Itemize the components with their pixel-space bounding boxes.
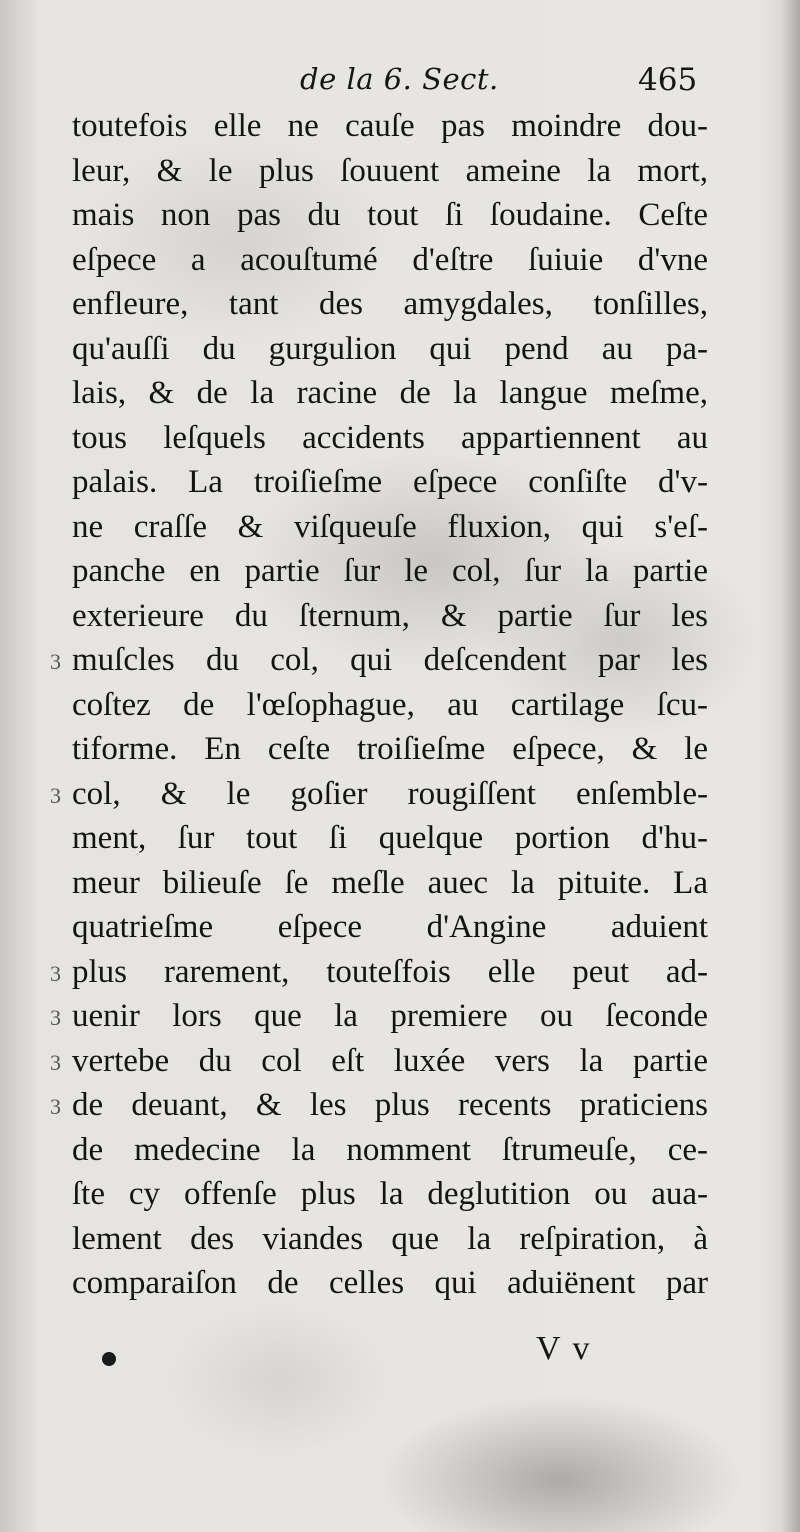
text-line: toutefois elle ne cauſe pas moindre dou- — [72, 108, 708, 144]
margin-mark — [50, 685, 72, 730]
text-line: meur bilieuſe ſe meſle auec la pituite. La — [72, 864, 708, 901]
margin-mark — [50, 907, 72, 952]
text-line: tous leſquels accidents appartiennent au — [72, 419, 708, 456]
page-edge-shadow — [782, 0, 800, 1532]
text-line: enfleure, tant des amygdales, tonſilles, — [72, 286, 708, 322]
margin-mark: 3 — [50, 960, 61, 986]
margin-mark: 3 — [50, 1094, 61, 1119]
text-line: ſte cy offenſe plus la deglutition ou aua- — [72, 1176, 708, 1212]
text-line: coſtez de l'œſophague, au cartilage ſcu- — [72, 686, 708, 723]
text-line: uenir lors que la premiere ou ſeconde — [72, 998, 708, 1034]
text-line: comparaiſon de celles qui aduiënent par — [72, 1265, 708, 1301]
text-line: ment, ſur tout ſi quelque portion d'hu- — [72, 820, 708, 856]
text-line: de deuant, & les plus recents praticiens — [72, 1087, 708, 1123]
margin-mark — [50, 729, 72, 774]
margin-mark — [50, 818, 72, 863]
margin-mark: 3 — [50, 649, 61, 674]
text-line: lais, & de la racine de la langue meſme, — [72, 375, 708, 411]
text-line: de medecine la nomment ſtrumeuſe, ce- — [72, 1131, 708, 1168]
margin-mark: 3 — [50, 1005, 61, 1030]
text-line: qu'auſſi du gurgulion qui pend au pa- — [72, 330, 708, 367]
text-line: muſcles du col, qui deſcendent par les — [72, 642, 708, 678]
bleed-through-margin-marks — [50, 640, 72, 1130]
margin-mark: 3 — [50, 1049, 61, 1075]
text-line: exterieure du ſternum, & partie ſur les — [72, 597, 708, 634]
text-line: vertebe du col eſt luxée vers la partie — [72, 1042, 708, 1079]
text-line: panche en partie ſur le col, ſur la partie — [72, 553, 708, 589]
text-line: mais non pas du tout ſi ſoudaine. Ceſte — [72, 197, 708, 233]
ink-dot — [102, 1352, 116, 1366]
text-line: leur, & le plus ſouuent ameine la mort, — [72, 152, 708, 189]
text-line: quatrieſme eſpece d'Angine aduient — [72, 909, 708, 945]
text-line: ne craſſe & viſqueuſe fluxion, qui s'eſ- — [72, 508, 708, 545]
text-line: col, & le goſier rougiſſent enſemble- — [72, 775, 708, 812]
running-head: de la 6. Sect. — [300, 62, 499, 96]
body-text — [72, 104, 708, 1306]
margin-mark — [50, 863, 72, 908]
text-line: plus rarement, touteſfois elle peut ad- — [72, 953, 708, 990]
text-line: eſpece a acouſtumé d'eſtre ſuiuie d'vne — [72, 241, 708, 278]
text-line: lement des viandes que la reſpiration, à — [72, 1220, 708, 1257]
text-line: palais. La troiſieſme eſpece conſiſte d'v- — [72, 464, 708, 500]
margin-mark: 3 — [50, 782, 61, 808]
page-number: 465 — [638, 62, 698, 98]
text-line: tiforme. En ceſte troiſieſme eſpece, & le — [72, 731, 708, 767]
signature-mark: V v — [536, 1330, 592, 1367]
